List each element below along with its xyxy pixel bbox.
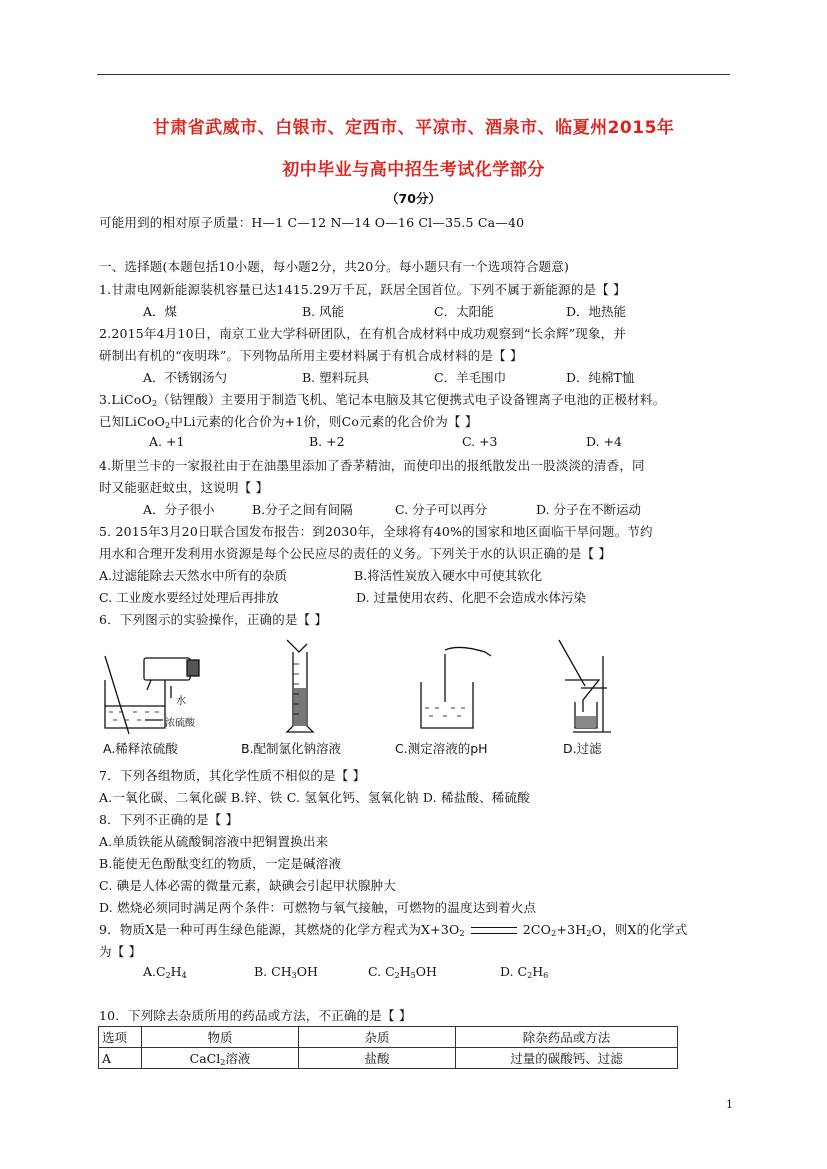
q3-stem-1: 3.LiCoO$_2$（钴锂酸）主要用于制造飞机、笔记本电脑及其它便携式电子设备锂离子电池的正极材料。 <box>99 392 666 408</box>
q9-option-a: $A.C_2H_4$ <box>143 964 187 980</box>
figure-c-caption: C.测定溶液的pH <box>395 741 488 756</box>
q2-option-d: D．纯棉T恤 <box>566 370 635 385</box>
q6-stem: 6．下列图示的实验操作，正确的是【 】 <box>99 612 328 627</box>
q5-option-a: A.过滤能除去天然水中所有的杂质 <box>99 568 288 583</box>
q4-option-d: D. 分子在不断运动 <box>536 502 642 517</box>
q3-option-a: A. +1 <box>149 434 185 449</box>
q1-option-a: A．煤 <box>143 304 178 319</box>
figure-a-water-label: 水 <box>176 696 186 707</box>
exam-title-line1: 甘肃省武威市、白银市、定西市、平凉市、酒泉市、临夏州2015年 <box>152 118 675 138</box>
figure-a-acid-label: 浓硫酸 <box>165 718 195 729</box>
q5-option-b: B.将活性炭放入硬水中可使其软化 <box>354 568 543 583</box>
table-row <box>99 1048 678 1069</box>
q1-stem: 1.甘肃电网新能源装机容量已达1415.29万千瓦，跃居全国首位。下列不属于新能源的是【 】 <box>99 282 626 297</box>
q4-option-a: A．分子很小 <box>143 502 215 517</box>
q4-stem-1: 4.斯里兰卡的一家报社由于在油墨里添加了香茅精油，而使印出的报纸散发出一股淡淡的清香，同 <box>99 458 645 473</box>
q9-stem-2: 为【 】 <box>99 944 142 959</box>
header-option: 选项 <box>99 1027 142 1048</box>
q2-option-a: A．不锈钢汤勺 <box>143 370 228 385</box>
row-option: A <box>99 1048 142 1069</box>
figure-b-caption: B.配制氯化钠溶液 <box>241 741 342 756</box>
q1-option-d: D．地热能 <box>566 304 627 319</box>
figure-a-caption: A.稀释浓硫酸 <box>103 741 178 756</box>
q9-option-b: B. $CH_3OH$ <box>254 964 318 980</box>
reaction-equals-sign <box>471 927 517 934</box>
q5-option-c: C. 工业废水要经过处理后再排放 <box>99 590 279 605</box>
table-header-row <box>99 1027 678 1048</box>
page-number: 1 <box>726 1098 733 1111</box>
q2-option-c: C．羊毛围巾 <box>434 370 507 385</box>
q2-stem-2: 研制出有机的“夜明珠”。下列物品所用主要材料属于有机合成材料的是【 】 <box>99 348 523 363</box>
q2-option-b: B. 塑料玩具 <box>302 370 370 385</box>
exam-title-line2: 初中毕业与高中招生考试化学部分 <box>282 160 545 180</box>
section-1-heading: 一、选择题(本题包括10小题，每小题2分，共20分。每小题只有一个选项符合题意) <box>99 259 570 274</box>
q9-option-c: C. $C_2H_5OH$ <box>368 964 437 980</box>
atomic-masses: 可能用到的相对原子质量：H—1 C—12 N—14 O—16 Cl—35.5 Ca—40 <box>99 215 525 230</box>
row-impurity: 盐酸 <box>299 1048 456 1069</box>
q2-stem-1: 2.2015年4月10日，南京工业大学科研团队，在有机合成材料中成功观察到“长余辉”现象，并 <box>99 326 627 341</box>
row-substance: CaCl$_2$溶液 <box>142 1048 299 1069</box>
q1-option-c: C．太阳能 <box>434 304 494 319</box>
q3-option-d: D. +4 <box>586 434 622 449</box>
q5-option-d: D. 过量使用农药、化肥不会造成水体污染 <box>356 590 587 605</box>
q3-stem-2: 已知LiCoO$_2$中Li元素的化合价为+1价，则Co元素的化合价为【 】 <box>99 414 478 430</box>
figure-b-cylinder <box>279 636 319 736</box>
q8-option-a: A.单质铁能从硫酸铜溶液中把铜置换出来 <box>99 834 329 849</box>
q1-option-b: B. 风能 <box>302 304 345 319</box>
figure-a-dilute-acid <box>99 636 219 736</box>
figure-d-filtration <box>545 636 615 736</box>
q4-stem-2: 时又能驱赶蚊虫，这说明【 】 <box>99 480 269 495</box>
q3-option-c: C. +3 <box>462 434 498 449</box>
header-rule <box>97 74 730 75</box>
q9-option-d: D. $C_2H_6$ <box>500 964 549 980</box>
q7-stem: 7．下列各组物质，其化学性质不相似的是【 】 <box>99 768 366 783</box>
q4-option-b: B.分子之间有间隔 <box>252 502 353 517</box>
q8-option-b: B.能使无色酚酞变红的物质，一定是碱溶液 <box>99 856 342 871</box>
header-substance: 物质 <box>142 1027 299 1048</box>
q9-stem-1: 9．物质X是一种可再生绿色能源，其燃烧的化学方程式为$X+3O_2$ $2CO_2+3H_2O$，则X的化学式 <box>99 922 688 938</box>
q6-figures <box>99 636 739 760</box>
header-method: 除杂药品或方法 <box>456 1027 678 1048</box>
row-method: 过量的碳酸钙、过滤 <box>456 1048 678 1069</box>
header-impurity: 杂质 <box>299 1027 456 1048</box>
total-score: （70分） <box>386 191 441 206</box>
q8-stem: 8．下列不正确的是【 】 <box>99 812 239 827</box>
figure-c-ph-test <box>415 644 505 736</box>
q7-options: A.一氧化碳、二氧化碳 B.锌、铁 C. 氢氧化钙、氢氧化钠 D. 稀盐酸、稀硫酸 <box>99 790 530 805</box>
q5-stem-2: 用水和合理开发利用水资源是每个公民应尽的责任的义务。下列关于水的认识正确的是【 】 <box>99 546 612 561</box>
q8-option-d: D. 燃烧必须同时满足两个条件：可燃物与氧气接触，可燃物的温度达到着火点 <box>99 900 537 915</box>
q4-option-c: C. 分子可以再分 <box>395 502 488 517</box>
q8-option-c: C. 碘是人体必需的微量元素，缺碘会引起甲状腺肿大 <box>99 878 397 893</box>
q10-stem: 10．下列除去杂质所用的药品或方法，不正确的是【 】 <box>99 1008 412 1023</box>
figure-d-caption: D.过滤 <box>563 741 602 756</box>
q3-option-b: B. +2 <box>309 434 345 449</box>
q5-stem-1: 5. 2015年3月20日联合国发布报告：到2030年，全球将有40%的国家和地区面临干旱问题。节约 <box>99 524 653 539</box>
q10-table <box>98 1026 678 1069</box>
